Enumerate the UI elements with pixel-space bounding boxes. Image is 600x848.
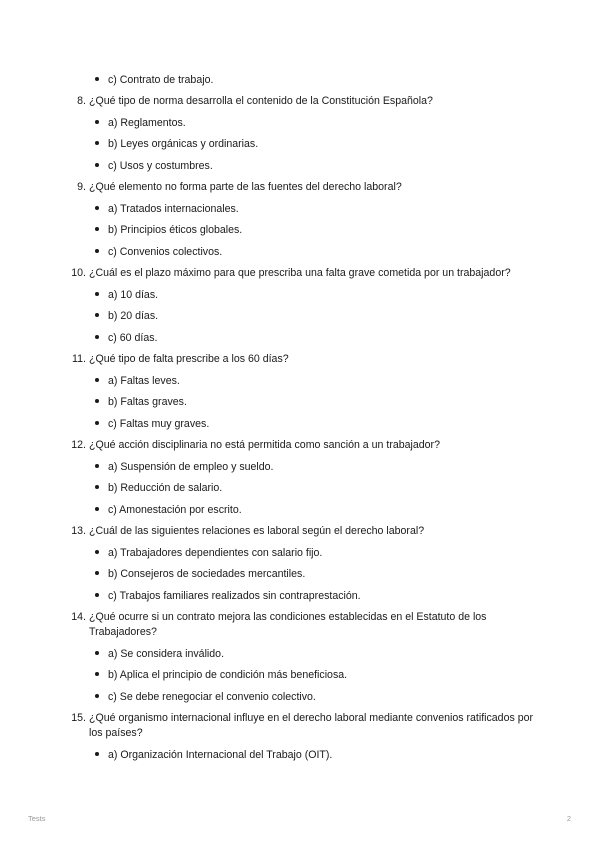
list-item	[95, 748, 535, 763]
question	[55, 352, 535, 432]
question-text: ¿Qué organismo internacional influye en el derecho laboral mediante convenios ratificados por los países?	[89, 712, 534, 739]
option-list	[55, 748, 535, 763]
question-number: 10.	[71, 267, 86, 279]
list-item	[95, 223, 535, 238]
option-text: c) Convenios colectivos.	[108, 245, 223, 258]
bullet-icon	[95, 647, 108, 662]
option-list	[55, 202, 535, 260]
option-text: b) Aplica el principio de condición más beneficiosa.	[108, 669, 348, 681]
question	[55, 438, 535, 518]
option-text: a) Reglamentos.	[108, 116, 186, 129]
question	[55, 266, 535, 346]
option-text: a) Organización Internacional del Trabajo (OIT).	[108, 748, 333, 761]
option-list	[55, 546, 535, 604]
bullet-icon	[95, 690, 108, 705]
list-item	[95, 647, 535, 662]
question-text: ¿Cuál de las siguientes relaciones es laboral según el derecho laboral?	[89, 525, 425, 537]
question-number: 8.	[77, 95, 86, 107]
bullet-icon	[95, 116, 108, 131]
question-header	[55, 610, 535, 640]
bullet-icon	[95, 460, 108, 475]
bullet-icon	[95, 395, 108, 410]
list-item	[95, 546, 535, 561]
list-item	[95, 116, 535, 131]
question-header	[55, 524, 535, 539]
option-text: a) Tratados internacionales.	[108, 202, 239, 215]
option-text: b) Faltas graves.	[108, 396, 187, 408]
question	[55, 610, 535, 705]
bullet-icon	[95, 159, 108, 174]
option-list	[55, 374, 535, 432]
bullet-icon	[95, 567, 108, 582]
question-text: ¿Qué elemento no forma parte de las fuentes del derecho laboral?	[89, 181, 402, 193]
list-item	[95, 288, 535, 303]
question-number: 12.	[71, 439, 86, 451]
list-item	[95, 481, 535, 496]
list-item	[95, 159, 535, 174]
question	[55, 94, 535, 174]
bullet-icon	[95, 546, 108, 561]
bullet-icon	[95, 288, 108, 303]
option-text: a) Faltas leves.	[108, 374, 180, 387]
bullet-icon	[95, 481, 108, 496]
option-text: c) Usos y costumbres.	[108, 159, 213, 172]
question	[55, 524, 535, 604]
question-header	[55, 180, 535, 195]
bullet-icon	[95, 223, 108, 238]
bullet-icon	[95, 137, 108, 152]
option-text: c) Faltas muy graves.	[108, 417, 210, 430]
question	[55, 711, 535, 763]
question-text: ¿Qué tipo de falta prescribe a los 60 días?	[89, 353, 289, 365]
list-item	[95, 417, 535, 432]
option-text: b) 20 días.	[108, 310, 159, 322]
option-text: a) Trabajadores dependientes con salario fijo.	[108, 546, 323, 559]
list-item	[95, 460, 535, 475]
option-list	[55, 288, 535, 346]
list-item	[95, 137, 535, 152]
question	[55, 180, 535, 260]
bullet-icon	[95, 374, 108, 389]
list-item	[95, 567, 535, 582]
question-header	[55, 266, 535, 281]
list-item	[95, 73, 213, 88]
option-text: c) Se debe renegociar el convenio colectivo.	[108, 690, 316, 703]
footer-title: Tests	[28, 814, 46, 823]
bullet-icon	[95, 73, 108, 88]
option-text: c) Amonestación por escrito.	[108, 503, 242, 516]
page-number: 2	[566, 814, 571, 823]
list-item	[95, 309, 535, 324]
question-number: 9.	[77, 181, 86, 193]
bullet-icon	[95, 503, 108, 518]
list-item	[95, 690, 535, 705]
question-number: 13.	[71, 525, 86, 537]
bullet-icon	[95, 309, 108, 324]
question-header	[55, 711, 535, 741]
option-text: a) Se considera inválido.	[108, 647, 225, 660]
list-item	[95, 331, 535, 346]
question-text: ¿Qué tipo de norma desarrolla el contenido de la Constitución Española?	[89, 95, 433, 107]
option-list	[55, 647, 535, 705]
question-list	[55, 94, 535, 769]
list-item	[95, 668, 535, 683]
question-header	[55, 438, 535, 453]
bullet-icon	[95, 748, 108, 763]
list-item	[95, 589, 535, 604]
option-list	[55, 460, 535, 518]
list-item	[95, 245, 535, 260]
question-text: ¿Cuál es el plazo máximo para que prescriba una falta grave cometida por un trabajador?	[89, 267, 511, 279]
question-text: ¿Qué ocurre si un contrato mejora las condiciones establecidas en el Estatuto de los Trabajadores?	[89, 611, 487, 638]
option-text: b) Reducción de salario.	[108, 482, 223, 494]
option-text: b) Principios éticos globales.	[108, 224, 243, 236]
option-text: c) 60 días.	[108, 331, 158, 344]
question-number: 11.	[72, 353, 86, 365]
question-number: 14.	[71, 611, 86, 623]
option-text: c) Trabajos familiares realizados sin contraprestación.	[108, 589, 361, 602]
list-item	[95, 202, 535, 217]
bullet-icon	[95, 202, 108, 217]
question-text: ¿Qué acción disciplinaria no está permitida como sanción a un trabajador?	[89, 439, 440, 451]
question-header	[55, 94, 535, 109]
bullet-icon	[95, 417, 108, 432]
question-header	[55, 352, 535, 367]
option-list	[55, 116, 535, 174]
option-text: b) Consejeros de sociedades mercantiles.	[108, 568, 306, 580]
bullet-icon	[95, 331, 108, 346]
bullet-icon	[95, 245, 108, 260]
bullet-icon	[95, 589, 108, 604]
list-item	[95, 374, 535, 389]
option-text: b) Leyes orgánicas y ordinarias.	[108, 138, 259, 150]
option-text: c) Contrato de trabajo.	[108, 74, 214, 86]
list-item	[95, 503, 535, 518]
list-item	[95, 395, 535, 410]
option-text: a) 10 días.	[108, 288, 159, 301]
question-number: 15.	[71, 712, 86, 724]
bullet-icon	[95, 668, 108, 683]
option-text: a) Suspensión de empleo y sueldo.	[108, 460, 274, 473]
